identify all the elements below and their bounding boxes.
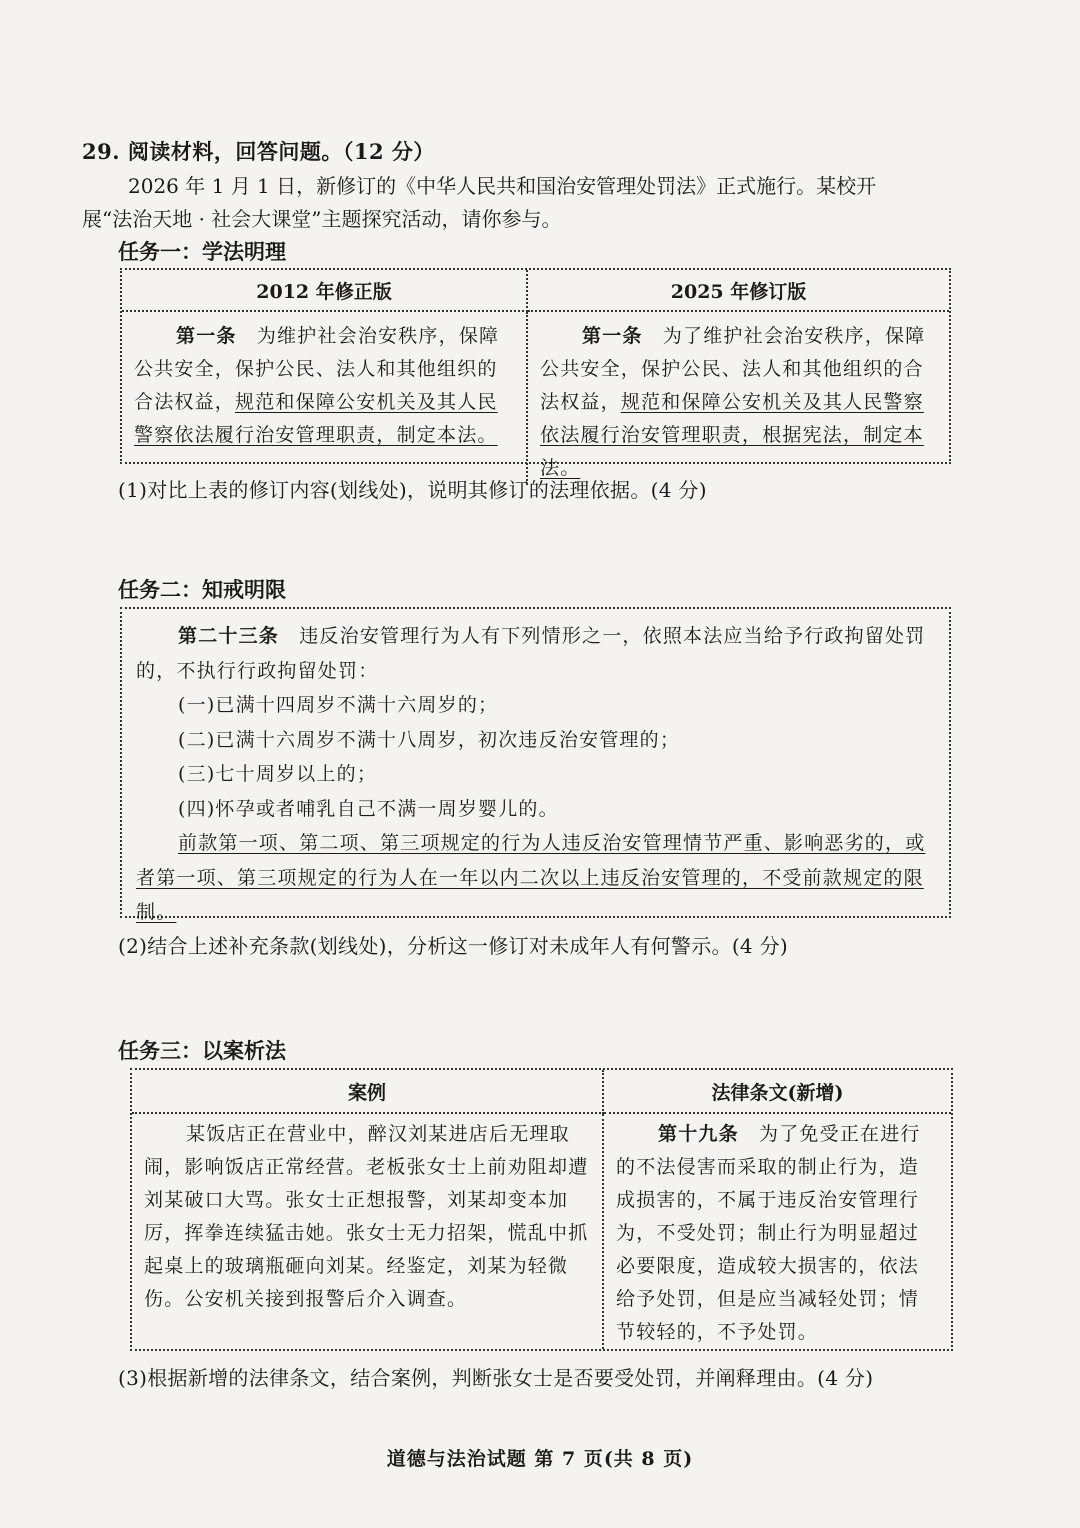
article-plain-text: 为了维护社会治安秩序，保障公共安全，保护公民、法人和其他组织的合法权益， [540, 325, 926, 413]
article-23-lead [136, 619, 939, 688]
article-label: 第十九条 [658, 1123, 739, 1145]
law-text: 为了免受正在进行的不法侵害而采取的制止行为，造成损害的，不属于违反治安管理行为，不受处罚；制止行为明显超过必要限度，造成较大损害的，依法给予处罚，但是应当减轻处罚；情节较轻的，不予处罚。 [616, 1123, 921, 1343]
article-label: 第一条 [582, 325, 643, 347]
header-2012: 2012 年修正版 [122, 270, 528, 312]
supplement-clause: 前款第一项、第二项、第三项规定的行为人违反治安管理情节严重、影响恶劣的，或者第一项、第三项规定的行为人在一年以内二次以上违反治安管理的，不受前款规定的限制。 [136, 832, 926, 923]
list-item: (一)已满十四周岁不满十六周岁的； [178, 694, 499, 716]
law-header: 法律条文(新增) [604, 1070, 951, 1114]
sub-question-1: (1)对比上表的修订内容(划线处)，说明其修订的法理依据。(4 分) [118, 478, 707, 502]
article-label: 第二十三条 [178, 625, 280, 647]
sub-question-2: (2)结合上述补充条款(划线处)，分析这一修订对未成年人有何警示。(4 分) [118, 934, 789, 958]
sub-question-3: (3)根据新增的法律条文，结合案例，判断张女士是否要受处罚，并阐释理由。(4 分) [118, 1366, 874, 1390]
list-item: (三)七十周岁以上的； [178, 763, 378, 785]
question-intro: 2026 年 1 月 1 日，新修订的《中华人民共和国治安管理处罚法》正式施行。某校开展“法治天地 · 社会大课堂”主题探究活动，请你参与。 [82, 174, 877, 231]
underlined-text: 规范和保障公安机关及其人民警察依法履行治安管理职责，制定本法。 [134, 391, 498, 446]
case-law-table [130, 1068, 953, 1351]
law-comparison-table [120, 268, 951, 479]
article-2012 [122, 312, 528, 485]
law-article-19 [604, 1114, 951, 1349]
article-lead-text: 违反治安管理行为人有下列情形之一，依照本法应当给予行政拘留处罚的，不执行行政拘留处罚： [136, 625, 926, 682]
task2-heading: 任务二：知戒明限 [118, 577, 286, 602]
task1-heading: 任务一：学法明理 [118, 239, 286, 264]
case-header: 案例 [132, 1070, 604, 1114]
list-item: (四)怀孕或者哺乳自己不满一周岁婴儿的。 [178, 797, 559, 820]
article-plain-text: 为维护社会治安秩序，保障公共安全，保护公民、法人和其他组织的合法权益， [134, 325, 500, 413]
article-2025 [528, 312, 949, 485]
case-text: 某饭店正在营业中，醉汉刘某进店后无理取闹，影响饭店正常经营。老板张女士上前劝阻却遭刘某破口大骂。张女士正想报警，刘某却变本加厉，挥拳连续猛击她。张女士无力招架，慌乱中抓起桌上的玻璃瓶砸向刘某。经鉴定，刘某为轻微伤。公安机关接到报警后介入调查。 [132, 1114, 604, 1349]
article-23-box [120, 607, 951, 923]
article-label: 第一条 [176, 325, 237, 347]
question-title: 29. 阅读材料，回答问题。（12 分） [82, 139, 435, 164]
header-2025: 2025 年修订版 [528, 270, 949, 312]
task3-heading: 任务三：以案析法 [118, 1038, 286, 1063]
list-item: (二)已满十六周岁不满十八周岁，初次违反治安管理的； [178, 728, 681, 751]
underlined-text: 规范和保障公安机关及其人民警察依法履行治安管理职责，根据宪法，制定本法。 [540, 391, 924, 479]
page-footer: 道德与法治试题 第 7 页(共 8 页) [386, 1448, 694, 1470]
